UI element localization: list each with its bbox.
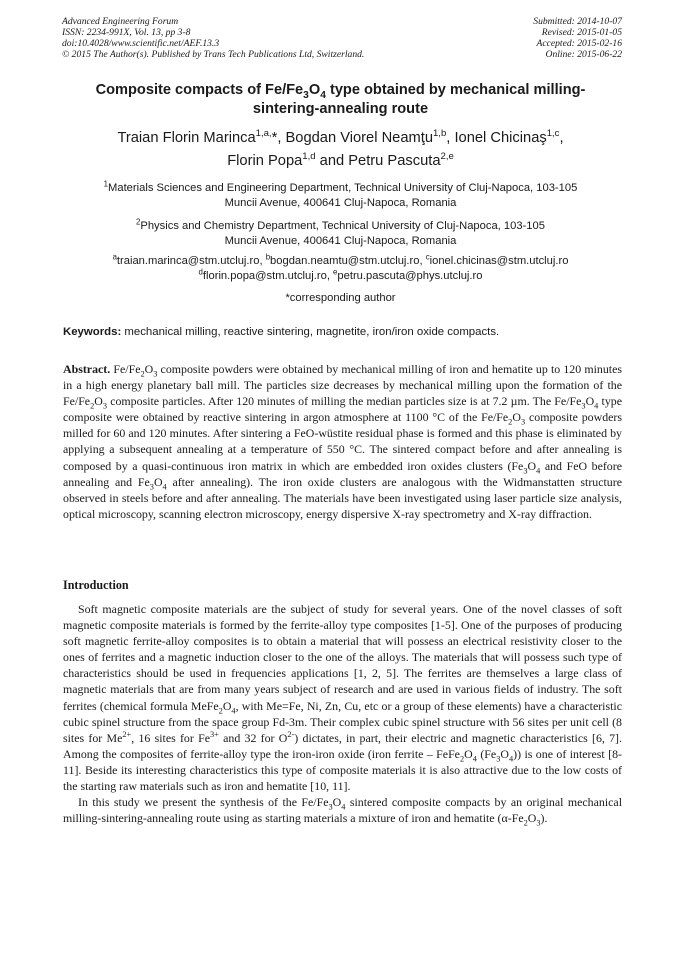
affiliation-2: $^2$Physics and Chemistry Department, Technical University of Cluj-Napoca, 103-105 Muncii Avenue, 400641 Cluj-Napoca, Romania [136,217,545,247]
email-link[interactable]: petru.pascuta@phys.utcluj.ro [337,270,483,282]
keywords: Keywords: mechanical milling, reactive sintering, magnetite, iron/iron oxide compacts. [63,326,500,338]
email-link[interactable]: bogdan.neamtu@stm.utcluj.ro [270,255,420,267]
submitted-date: Submitted: 2014-10-07 [533,16,622,27]
revised-date: Revised: 2015-01-05 [541,27,622,38]
doi-line: doi:10.4028/www.scientific.net/AEF.13.3 [62,38,220,49]
email-link[interactable]: ionel.chicinas@stm.utcluj.ro [429,255,569,267]
introduction-body [63,601,622,826]
abstract: Abstract. $Fe/Fe_2O_3$ composite powders were obtained by mechanical milling of iron and hematite up to 120 minutes in a high energy planetary ball mill. The particles size decreases by mechanical milling upon the formation of the $Fe/Fe_2O_3$ composite particles. After 120 minutes of milling the median particles size is at 7.2 µm. The $Fe/Fe_3O_4$ type composite were obtained by reactive sintering in argon atmosphere at 1100 °C of the $Fe/Fe_2O_3$ composite powders milled for 60 and 120 minutes. After sintering a FeO-wüstite residual phase is formed and this phase is eliminated by applying a subsequent annealing at a temperature of 550 °C. The sintered compact before and after annealing is composed by a quasi-continuous iron matrix in which are embedded iron oxides clusters ($Fe_3O_4$ and FeO before annealing and $Fe_3O_4$ after annealing). The iron oxide clusters are analogous with the Widmanstatten structure observed in steels before and after annealing. The materials have been investigated using laser particle size analysis, optical microscopy, scanning electron microscopy, energy dispersive X-ray spectrometry and X-ray diffraction. [63,362,622,521]
journal-name: Advanced Engineering Forum [62,16,179,27]
section-heading-introduction: Introduction [63,578,129,592]
issn-line: ISSN: 2234-991X, Vol. 13, pp 3-8 [62,27,191,38]
author-name: Florin Popa [227,153,303,169]
journal-header-right [533,16,622,60]
author-name: Bogdan Viorel Neamţu [285,130,433,146]
author-emails: $^a$traian.marinca@stm.utcluj.ro, $^b$bogdan.neamtu@stm.utcluj.ro, $^c$ionel.chicinas@stm.utcluj.ro $^d$florin.popa@stm.utcluj.ro, $^e$petru.pascuta@phys.utcluj.ro [112,252,569,282]
author-name: Ionel Chicinaş [454,130,547,146]
author-name: Traian Florin Marinca [117,130,256,146]
corresponding-author-note: *corresponding author [285,292,396,304]
paragraph: In this study we present the synthesis of the $Fe/Fe_3O_4$ sintered composite compacts by an original mechanical milling-sintering-annealing route using as starting materials a mixture of iron and hematite $(\alpha-Fe_2O_3)$. [63,795,623,828]
email-link[interactable]: florin.popa@stm.utcluj.ro [202,270,327,282]
email-link[interactable]: traian.marinca@stm.utcluj.ro [116,255,260,267]
keywords-label: Keywords: [63,326,122,338]
author-list: Traian Florin Marinca$^{1,a,}$*, Bogdan Viorel Neamţu$^{1,b}$, Ionel Chicinaş$^{1,c}$, Florin Popa$^{1,d}$ and Petru Pascuta$^{2,e}$ [117,128,564,169]
copyright-line: © 2015 The Author(s). Published by Trans Tech Publications Ltd, Switzerland. [62,49,365,60]
paper-title: Composite compacts of $Fe/Fe_3O_4$ type obtained by mechanical milling- sintering-annealing route [95,82,586,117]
online-date: Online: 2015-06-22 [545,49,622,60]
abstract-label: Abstract. [63,362,111,376]
author-name: Petru Pascuta [348,153,441,169]
affiliation-1: $^1$Materials Sciences and Engineering Department, Technical University of Cluj-Napoca, 103-105 Muncii Avenue, 400641 Cluj-Napoca, Romania [103,179,578,209]
paragraph: Soft magnetic composite materials are the subject of study for several years. One of the novel classes of soft magnetic composite materials is formed by the ferrite-alloy type composites [1-5]. One of the purposes of producing soft magnetic ferrite-alloy composites is to obtain a material that will possess an electrical resistivity closer to the ones of ferrites and a magnetic induction closer to the one of the alloys. The materials that will possess such type of characteristics should be used in frequencies applications [1, 2, 5]. The ferrites are themselves a large class of magnetic materials that are from many years subject of research and are used in various fields of industry. The soft ferrites (chemical formula $MeFe_2O_4$, with Me=Fe, Ni, Zn, Cu, etc or a group of these elements) have a characteristic cubic spinel structure from the space group Fd-3m. Their complex cubic spinel structure with 56 sites per unit cell (8 sites for $Me^{2+}$, 16 sites for $Fe^{3+}$ and 32 for $O^{2-}$) dictates, in part, their electric and magnetic characteristics [6, 7]. Among the composites of ferrite-alloy type the iron-iron oxide (iron ferrite – $FeFe_2O_4$ $(Fe_3O_4)$) is one of interest [8-11]. Beside its interesting characteristics this type of composite materials it is also attractive due to the low costs of the starting raw materials such as iron and hematite [10, 11]. [63,602,623,794]
journal-header-left [62,16,364,60]
accepted-date: Accepted: 2015-02-16 [536,38,622,49]
